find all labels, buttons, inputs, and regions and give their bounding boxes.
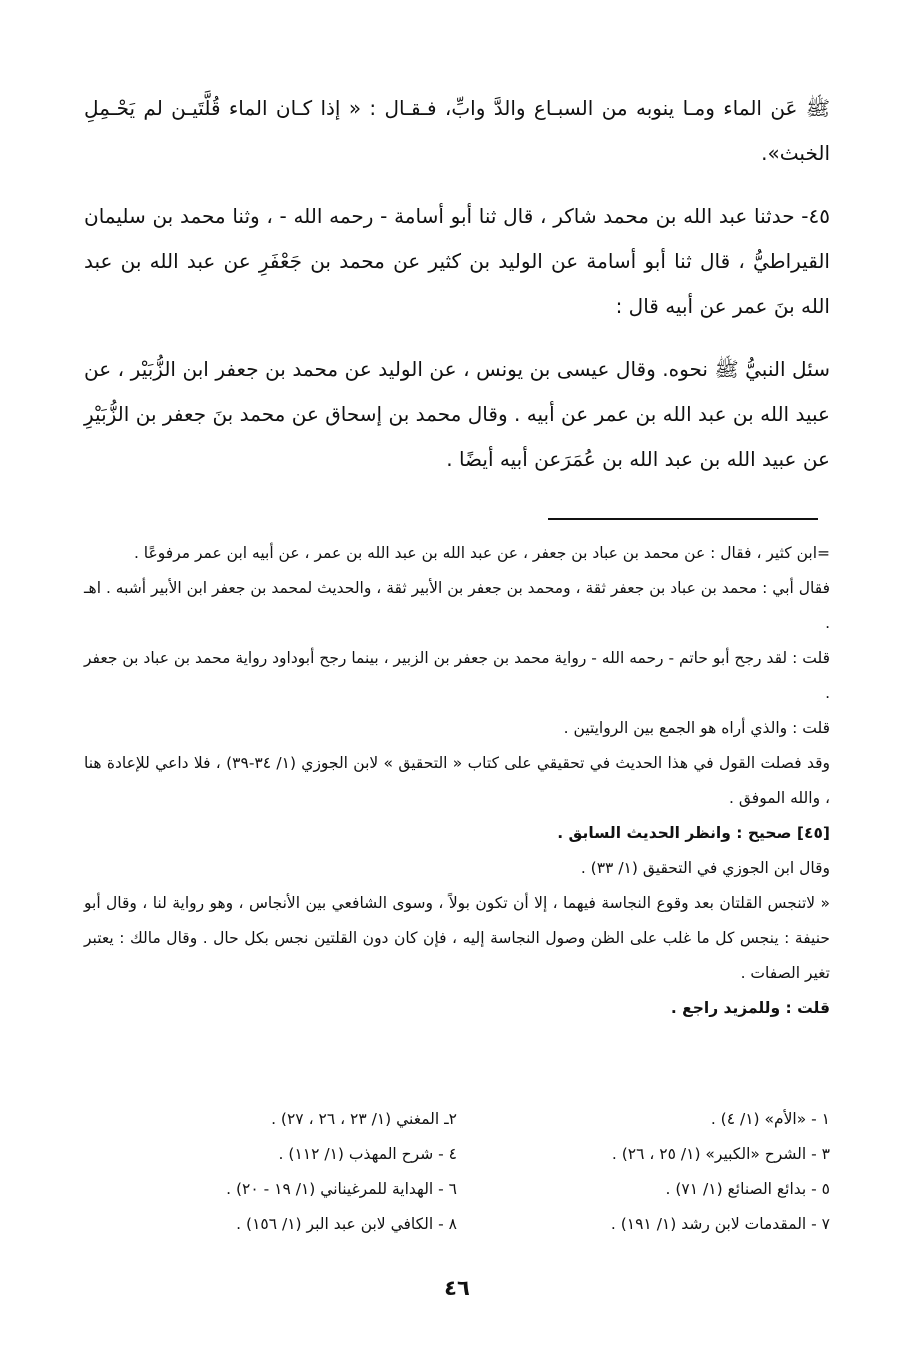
reference-item: ٣ - الشرح «الكبير» (١/ ٢٥ ، ٢٦) .	[611, 1145, 830, 1163]
footnote-line: فقال أبي : محمد بن عباد بن جعفر ثقة ، ومحمد بن جعفر بن الأبير ثقة ، والحديث لمحمد بن جعفر ابن الأبير أشبه . اهـ .	[84, 579, 830, 632]
footnotes	[84, 536, 830, 1026]
footnote-line: قلت : والذي أراه هو الجمع بين الروايتين .	[563, 719, 830, 737]
footnote-line: قلت : وللمزيد راجع .	[670, 999, 830, 1017]
reference-item: ٦ - الهداية للمرغيناني (١/ ١٩ - ٢٠) .	[226, 1180, 457, 1198]
footnote-line: =ابن كثير ، فقال : عن محمد بن عباد بن جعفر ، عن عبد الله بن عبد الله بن عمر ، عن أبيه ابن عمر مرفوعًا .	[133, 544, 830, 562]
footnote-line: وقال ابن الجوزي في التحقيق (١/ ٣٣) .	[580, 859, 830, 877]
page-number: ٤٦	[444, 1276, 470, 1300]
reference-item: ٤ - شرح المهذب (١/ ١١٢) .	[278, 1145, 457, 1163]
footnote-line: « لاتنجس القلتان بعد وقوع النجاسة فيهما ، إلا أن تكون بولاً ، وسوى الشافعي بين الأنجاس ، وهو رواية لنا ، وقال أبو حنيفة : ينجس كل ما غلب على الظن وصول النجاسة إليه ، فإن كان دون القلتين نجس بكل حال . وقال مالك : يعتبر تغير الصفات .	[84, 894, 830, 982]
reference-item: ٢ـ المغني (١/ ٢٣ ، ٢٦ ، ٢٧) .	[271, 1110, 457, 1128]
main-paragraph-1: ﷺ عَن الماء ومـا ينوبه من السبـاع والدَّ وابِّ، فـقـال : « إذا كـان الماء قُلَّتَيـن لم يَحْـمِلِ الخبث».	[84, 96, 830, 165]
main-paragraph-hadith-45: ٤٥- حدثنا عبد الله بن محمد شاكر ، قال ثنا أبو أسامة - رحمه الله - ، وثنا محمد بن سليمان القيراطيُّ ، قال ثنا أبو أسامة عن الوليد بن كثير عن محمد بن جَعْفَرِ عن عبد الله بن عبد الله بنَ عمر عن أبيه قال :	[84, 204, 830, 318]
footnote-line: [٤٥] صحيح : وانظر الحديث السابق .	[557, 824, 830, 842]
reference-item: ١ - «الأم» (١/ ٤) .	[710, 1110, 830, 1128]
reference-list	[84, 1102, 830, 1242]
main-text	[84, 86, 830, 500]
footnote-line: قلت : لقد رجح أبو حاتم - رحمه الله - رواية محمد بن جعفر بن الزبير ، بينما رجح أبوداود رواية محمد بن عباد بن جعفر .	[84, 649, 830, 702]
main-paragraph-3: سئل النبيُّ ﷺ نحوه. وقال عيسى بن يونس ، عن الوليد عن محمد بن جعفر ابن الزُّبَيْر ، عن عبيد الله بن عبد الله بن عمر عن أبيه . وقال محمد بن إسحاق عن محمد بنَ جعفر بن الزُّبَيْرِ عن عبيد الله بن عبد الله بن عُمَرَعن أبيه أيضًا .	[84, 357, 830, 471]
footnote-line: وقد فصلت القول في هذا الحديث في تحقيقي على كتاب « التحقيق » لابن الجوزي (١/ ٣٤-٣٩) ، فلا داعي للإعادة هنا ، والله الموفق .	[84, 754, 830, 807]
reference-item: ٧ - المقدمات لابن رشد (١/ ١٩١) .	[610, 1215, 830, 1233]
footnote-divider	[548, 518, 818, 520]
reference-item: ٨ - الكافي لابن عبد البر (١/ ١٥٦) .	[236, 1215, 457, 1233]
reference-item: ٥ - بدائع الصنائع (١/ ٧١) .	[665, 1180, 830, 1198]
